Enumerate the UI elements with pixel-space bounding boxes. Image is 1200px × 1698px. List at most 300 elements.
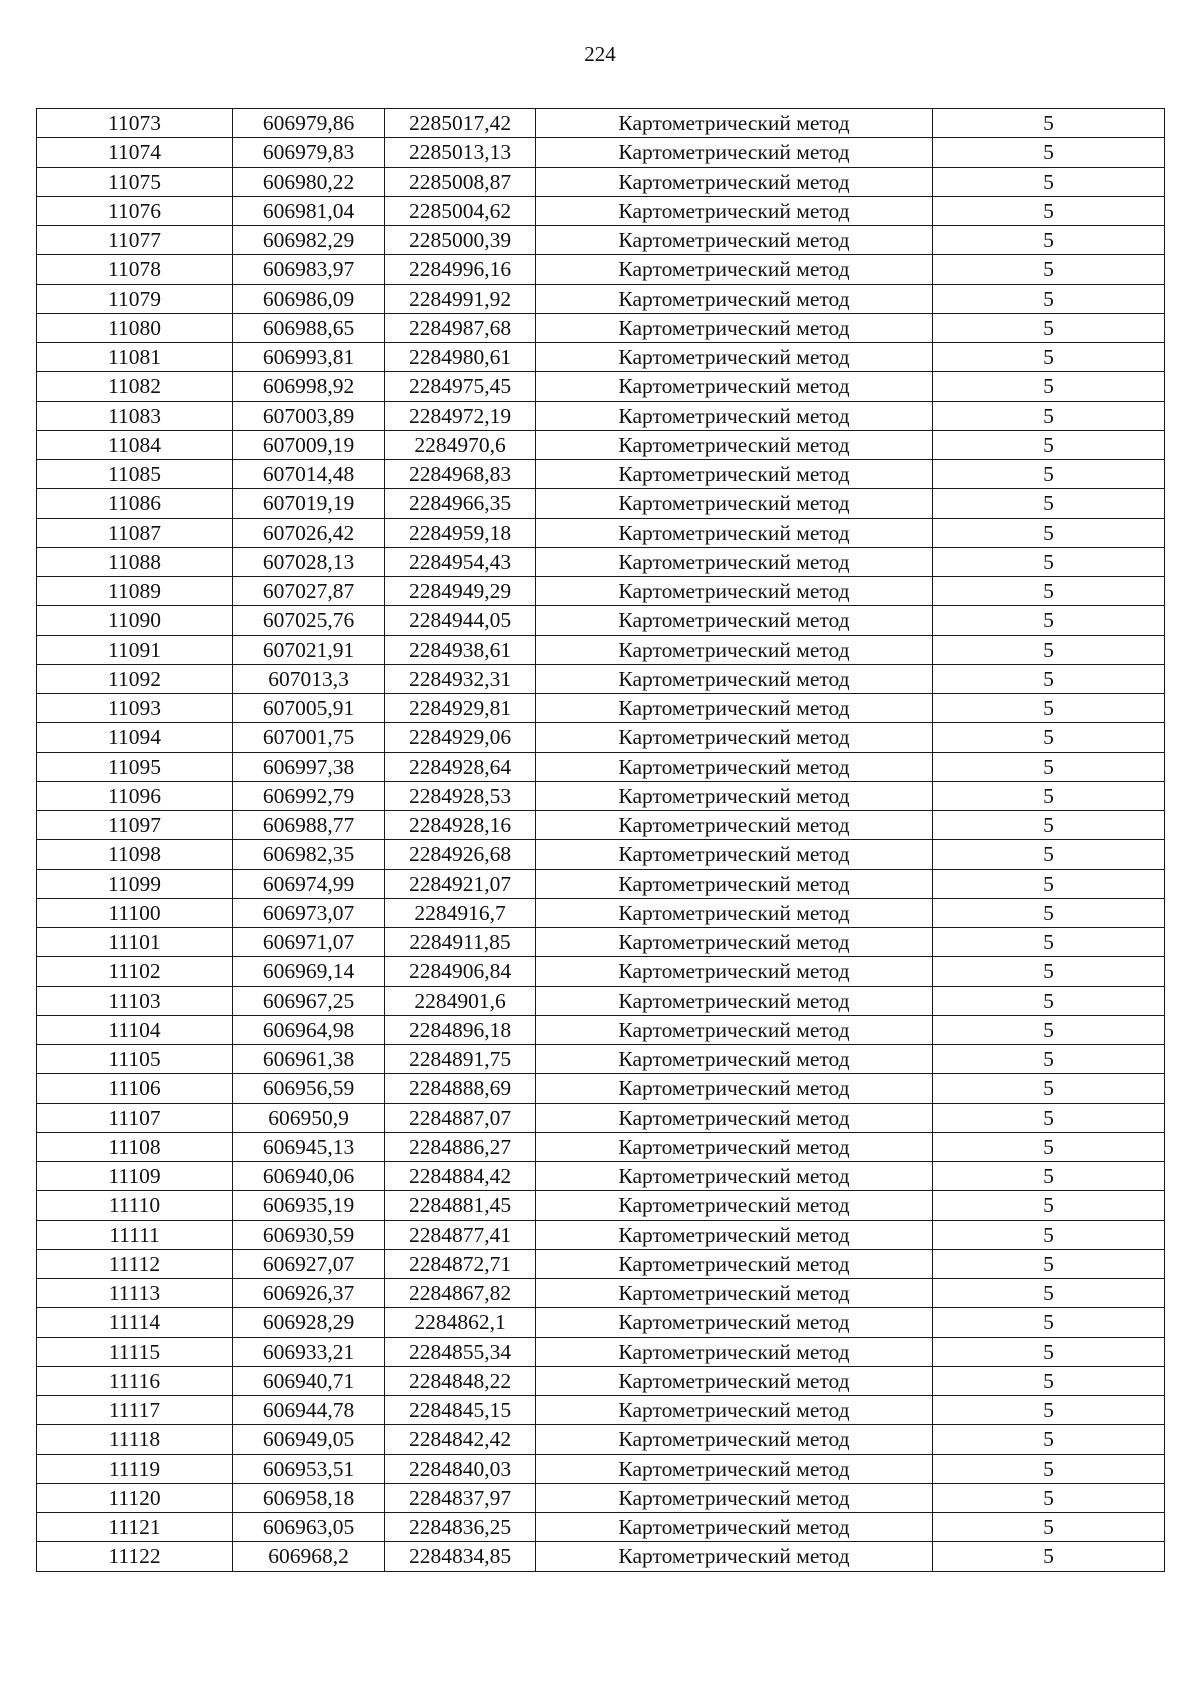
table-row [37, 372, 1165, 401]
table-row [37, 869, 1165, 898]
accuracy-cell: 5 [933, 1396, 1165, 1425]
table-row [37, 781, 1165, 810]
table-row [37, 1425, 1165, 1454]
accuracy-cell: 5 [933, 898, 1165, 927]
y-coordinate-cell: 2284855,34 [385, 1337, 536, 1366]
accuracy-cell: 5 [933, 167, 1165, 196]
table-row [37, 109, 1165, 138]
point-number-cell: 11102 [37, 957, 233, 986]
accuracy-cell: 5 [933, 313, 1165, 342]
point-number-cell: 11075 [37, 167, 233, 196]
point-number-cell: 11082 [37, 372, 233, 401]
table-row [37, 898, 1165, 927]
method-cell: Картометрический метод [536, 284, 933, 313]
accuracy-cell: 5 [933, 255, 1165, 284]
x-coordinate-cell: 606988,77 [233, 811, 385, 840]
table-row [37, 547, 1165, 576]
x-coordinate-cell: 606940,71 [233, 1366, 385, 1395]
table-row [37, 343, 1165, 372]
point-number-cell: 11099 [37, 869, 233, 898]
x-coordinate-cell: 606992,79 [233, 781, 385, 810]
accuracy-cell: 5 [933, 138, 1165, 167]
table-row [37, 1220, 1165, 1249]
accuracy-cell: 5 [933, 1103, 1165, 1132]
x-coordinate-cell: 606979,83 [233, 138, 385, 167]
y-coordinate-cell: 2284929,06 [385, 723, 536, 752]
method-cell: Картометрический метод [536, 635, 933, 664]
point-number-cell: 11083 [37, 401, 233, 430]
point-number-cell: 11090 [37, 606, 233, 635]
accuracy-cell: 5 [933, 460, 1165, 489]
table-row [37, 1015, 1165, 1044]
point-number-cell: 11088 [37, 547, 233, 576]
method-cell: Картометрический метод [536, 196, 933, 225]
y-coordinate-cell: 2284916,7 [385, 898, 536, 927]
table-row [37, 1103, 1165, 1132]
y-coordinate-cell: 2284848,22 [385, 1366, 536, 1395]
table-row [37, 1542, 1165, 1571]
table-row [37, 986, 1165, 1015]
accuracy-cell: 5 [933, 1542, 1165, 1571]
method-cell: Картометрический метод [536, 1015, 933, 1044]
y-coordinate-cell: 2284845,15 [385, 1396, 536, 1425]
accuracy-cell: 5 [933, 401, 1165, 430]
accuracy-cell: 5 [933, 723, 1165, 752]
method-cell: Картометрический метод [536, 1191, 933, 1220]
table-row [37, 1337, 1165, 1366]
x-coordinate-cell: 606974,99 [233, 869, 385, 898]
y-coordinate-cell: 2284929,81 [385, 694, 536, 723]
method-cell: Картометрический метод [536, 109, 933, 138]
method-cell: Картометрический метод [536, 372, 933, 401]
accuracy-cell: 5 [933, 1279, 1165, 1308]
method-cell: Картометрический метод [536, 752, 933, 781]
accuracy-cell: 5 [933, 343, 1165, 372]
x-coordinate-cell: 606940,06 [233, 1162, 385, 1191]
x-coordinate-cell: 606971,07 [233, 928, 385, 957]
point-number-cell: 11074 [37, 138, 233, 167]
y-coordinate-cell: 2284980,61 [385, 343, 536, 372]
point-number-cell: 11079 [37, 284, 233, 313]
y-coordinate-cell: 2284862,1 [385, 1308, 536, 1337]
y-coordinate-cell: 2284944,05 [385, 606, 536, 635]
table-row [37, 635, 1165, 664]
accuracy-cell: 5 [933, 1483, 1165, 1512]
method-cell: Картометрический метод [536, 986, 933, 1015]
method-cell: Картометрический метод [536, 138, 933, 167]
accuracy-cell: 5 [933, 1308, 1165, 1337]
x-coordinate-cell: 607021,91 [233, 635, 385, 664]
point-number-cell: 11116 [37, 1366, 233, 1395]
x-coordinate-cell: 606988,65 [233, 313, 385, 342]
method-cell: Картометрический метод [536, 460, 933, 489]
point-number-cell: 11095 [37, 752, 233, 781]
table-row [37, 167, 1165, 196]
table-row [37, 518, 1165, 547]
y-coordinate-cell: 2284996,16 [385, 255, 536, 284]
y-coordinate-cell: 2284928,64 [385, 752, 536, 781]
y-coordinate-cell: 2284991,92 [385, 284, 536, 313]
x-coordinate-cell: 606963,05 [233, 1513, 385, 1542]
method-cell: Картометрический метод [536, 1103, 933, 1132]
table-row [37, 1483, 1165, 1512]
x-coordinate-cell: 606953,51 [233, 1454, 385, 1483]
y-coordinate-cell: 2284911,85 [385, 928, 536, 957]
method-cell: Картометрический метод [536, 1337, 933, 1366]
table-row [37, 694, 1165, 723]
point-number-cell: 11084 [37, 430, 233, 459]
point-number-cell: 11109 [37, 1162, 233, 1191]
table-row [37, 928, 1165, 957]
x-coordinate-cell: 607005,91 [233, 694, 385, 723]
method-cell: Картометрический метод [536, 518, 933, 547]
accuracy-cell: 5 [933, 928, 1165, 957]
accuracy-cell: 5 [933, 430, 1165, 459]
method-cell: Картометрический метод [536, 401, 933, 430]
table-row [37, 226, 1165, 255]
x-coordinate-cell: 606927,07 [233, 1249, 385, 1278]
method-cell: Картометрический метод [536, 547, 933, 576]
point-number-cell: 11122 [37, 1542, 233, 1571]
accuracy-cell: 5 [933, 1425, 1165, 1454]
table-row [37, 811, 1165, 840]
method-cell: Картометрический метод [536, 1249, 933, 1278]
x-coordinate-cell: 606998,92 [233, 372, 385, 401]
table-row [37, 1074, 1165, 1103]
y-coordinate-cell: 2284975,45 [385, 372, 536, 401]
accuracy-cell: 5 [933, 1366, 1165, 1395]
x-coordinate-cell: 606926,37 [233, 1279, 385, 1308]
point-number-cell: 11118 [37, 1425, 233, 1454]
table-row [37, 723, 1165, 752]
accuracy-cell: 5 [933, 986, 1165, 1015]
y-coordinate-cell: 2284949,29 [385, 577, 536, 606]
x-coordinate-cell: 607003,89 [233, 401, 385, 430]
accuracy-cell: 5 [933, 547, 1165, 576]
coordinates-table [36, 108, 1165, 1572]
y-coordinate-cell: 2284887,07 [385, 1103, 536, 1132]
point-number-cell: 11112 [37, 1249, 233, 1278]
x-coordinate-cell: 607013,3 [233, 664, 385, 693]
x-coordinate-cell: 606944,78 [233, 1396, 385, 1425]
method-cell: Картометрический метод [536, 1162, 933, 1191]
coordinates-table-body [37, 109, 1165, 1572]
accuracy-cell: 5 [933, 1162, 1165, 1191]
method-cell: Картометрический метод [536, 1220, 933, 1249]
y-coordinate-cell: 2285017,42 [385, 109, 536, 138]
y-coordinate-cell: 2284928,16 [385, 811, 536, 840]
x-coordinate-cell: 606961,38 [233, 1045, 385, 1074]
y-coordinate-cell: 2284881,45 [385, 1191, 536, 1220]
point-number-cell: 11103 [37, 986, 233, 1015]
table-row [37, 196, 1165, 225]
x-coordinate-cell: 606973,07 [233, 898, 385, 927]
x-coordinate-cell: 607009,19 [233, 430, 385, 459]
accuracy-cell: 5 [933, 1513, 1165, 1542]
y-coordinate-cell: 2284959,18 [385, 518, 536, 547]
method-cell: Картометрический метод [536, 1279, 933, 1308]
point-number-cell: 11076 [37, 196, 233, 225]
y-coordinate-cell: 2284886,27 [385, 1132, 536, 1161]
table-row [37, 1454, 1165, 1483]
method-cell: Картометрический метод [536, 313, 933, 342]
accuracy-cell: 5 [933, 752, 1165, 781]
point-number-cell: 11087 [37, 518, 233, 547]
x-coordinate-cell: 606935,19 [233, 1191, 385, 1220]
accuracy-cell: 5 [933, 577, 1165, 606]
x-coordinate-cell: 606997,38 [233, 752, 385, 781]
accuracy-cell: 5 [933, 1074, 1165, 1103]
y-coordinate-cell: 2285004,62 [385, 196, 536, 225]
y-coordinate-cell: 2284926,68 [385, 840, 536, 869]
method-cell: Картометрический метод [536, 694, 933, 723]
table-row [37, 1249, 1165, 1278]
y-coordinate-cell: 2284906,84 [385, 957, 536, 986]
table-row [37, 138, 1165, 167]
table-row [37, 1191, 1165, 1220]
point-number-cell: 11117 [37, 1396, 233, 1425]
x-coordinate-cell: 606930,59 [233, 1220, 385, 1249]
table-row [37, 957, 1165, 986]
y-coordinate-cell: 2284837,97 [385, 1483, 536, 1512]
accuracy-cell: 5 [933, 372, 1165, 401]
point-number-cell: 11098 [37, 840, 233, 869]
table-row [37, 430, 1165, 459]
y-coordinate-cell: 2284840,03 [385, 1454, 536, 1483]
point-number-cell: 11121 [37, 1513, 233, 1542]
point-number-cell: 11106 [37, 1074, 233, 1103]
method-cell: Картометрический метод [536, 1074, 933, 1103]
method-cell: Картометрический метод [536, 811, 933, 840]
method-cell: Картометрический метод [536, 255, 933, 284]
accuracy-cell: 5 [933, 694, 1165, 723]
method-cell: Картометрический метод [536, 489, 933, 518]
y-coordinate-cell: 2284888,69 [385, 1074, 536, 1103]
table-row [37, 1396, 1165, 1425]
y-coordinate-cell: 2284891,75 [385, 1045, 536, 1074]
point-number-cell: 11105 [37, 1045, 233, 1074]
accuracy-cell: 5 [933, 284, 1165, 313]
accuracy-cell: 5 [933, 518, 1165, 547]
y-coordinate-cell: 2285008,87 [385, 167, 536, 196]
x-coordinate-cell: 606945,13 [233, 1132, 385, 1161]
x-coordinate-cell: 607014,48 [233, 460, 385, 489]
method-cell: Картометрический метод [536, 1425, 933, 1454]
method-cell: Картометрический метод [536, 840, 933, 869]
point-number-cell: 11100 [37, 898, 233, 927]
x-coordinate-cell: 606982,29 [233, 226, 385, 255]
table-row [37, 1279, 1165, 1308]
accuracy-cell: 5 [933, 109, 1165, 138]
point-number-cell: 11077 [37, 226, 233, 255]
y-coordinate-cell: 2284938,61 [385, 635, 536, 664]
method-cell: Картометрический метод [536, 898, 933, 927]
table-row [37, 255, 1165, 284]
x-coordinate-cell: 607019,19 [233, 489, 385, 518]
method-cell: Картометрический метод [536, 664, 933, 693]
accuracy-cell: 5 [933, 635, 1165, 664]
point-number-cell: 11114 [37, 1308, 233, 1337]
y-coordinate-cell: 2284877,41 [385, 1220, 536, 1249]
method-cell: Картометрический метод [536, 1308, 933, 1337]
y-coordinate-cell: 2285013,13 [385, 138, 536, 167]
accuracy-cell: 5 [933, 869, 1165, 898]
y-coordinate-cell: 2284884,42 [385, 1162, 536, 1191]
method-cell: Картометрический метод [536, 606, 933, 635]
table-row [37, 840, 1165, 869]
x-coordinate-cell: 607028,13 [233, 547, 385, 576]
accuracy-cell: 5 [933, 1337, 1165, 1366]
point-number-cell: 11113 [37, 1279, 233, 1308]
x-coordinate-cell: 606983,97 [233, 255, 385, 284]
point-number-cell: 11094 [37, 723, 233, 752]
x-coordinate-cell: 607025,76 [233, 606, 385, 635]
point-number-cell: 11086 [37, 489, 233, 518]
table-row [37, 489, 1165, 518]
x-coordinate-cell: 606981,04 [233, 196, 385, 225]
x-coordinate-cell: 606958,18 [233, 1483, 385, 1512]
point-number-cell: 11115 [37, 1337, 233, 1366]
method-cell: Картометрический метод [536, 1132, 933, 1161]
y-coordinate-cell: 2284834,85 [385, 1542, 536, 1571]
point-number-cell: 11089 [37, 577, 233, 606]
point-number-cell: 11092 [37, 664, 233, 693]
table-row [37, 606, 1165, 635]
x-coordinate-cell: 606986,09 [233, 284, 385, 313]
accuracy-cell: 5 [933, 840, 1165, 869]
method-cell: Картометрический метод [536, 167, 933, 196]
accuracy-cell: 5 [933, 781, 1165, 810]
x-coordinate-cell: 606993,81 [233, 343, 385, 372]
table-row [37, 752, 1165, 781]
y-coordinate-cell: 2284901,6 [385, 986, 536, 1015]
accuracy-cell: 5 [933, 196, 1165, 225]
y-coordinate-cell: 2284836,25 [385, 1513, 536, 1542]
table-row [37, 1366, 1165, 1395]
point-number-cell: 11081 [37, 343, 233, 372]
x-coordinate-cell: 606982,35 [233, 840, 385, 869]
y-coordinate-cell: 2284932,31 [385, 664, 536, 693]
accuracy-cell: 5 [933, 1045, 1165, 1074]
accuracy-cell: 5 [933, 489, 1165, 518]
table-row [37, 577, 1165, 606]
x-coordinate-cell: 606967,25 [233, 986, 385, 1015]
method-cell: Картометрический метод [536, 430, 933, 459]
point-number-cell: 11119 [37, 1454, 233, 1483]
y-coordinate-cell: 2285000,39 [385, 226, 536, 255]
y-coordinate-cell: 2284928,53 [385, 781, 536, 810]
table-row [37, 460, 1165, 489]
accuracy-cell: 5 [933, 957, 1165, 986]
point-number-cell: 11110 [37, 1191, 233, 1220]
table-row [37, 313, 1165, 342]
method-cell: Картометрический метод [536, 869, 933, 898]
point-number-cell: 11101 [37, 928, 233, 957]
table-row [37, 1132, 1165, 1161]
x-coordinate-cell: 606928,29 [233, 1308, 385, 1337]
method-cell: Картометрический метод [536, 1396, 933, 1425]
accuracy-cell: 5 [933, 1454, 1165, 1483]
table-row [37, 1513, 1165, 1542]
x-coordinate-cell: 606949,05 [233, 1425, 385, 1454]
table-row [37, 284, 1165, 313]
point-number-cell: 11104 [37, 1015, 233, 1044]
accuracy-cell: 5 [933, 664, 1165, 693]
point-number-cell: 11080 [37, 313, 233, 342]
method-cell: Картометрический метод [536, 1366, 933, 1395]
x-coordinate-cell: 606933,21 [233, 1337, 385, 1366]
point-number-cell: 11093 [37, 694, 233, 723]
method-cell: Картометрический метод [536, 1483, 933, 1512]
accuracy-cell: 5 [933, 1132, 1165, 1161]
y-coordinate-cell: 2284968,83 [385, 460, 536, 489]
method-cell: Картометрический метод [536, 928, 933, 957]
y-coordinate-cell: 2284872,71 [385, 1249, 536, 1278]
table-row [37, 1045, 1165, 1074]
x-coordinate-cell: 606968,2 [233, 1542, 385, 1571]
table-row [37, 664, 1165, 693]
table-row [37, 1308, 1165, 1337]
point-number-cell: 11073 [37, 109, 233, 138]
accuracy-cell: 5 [933, 1220, 1165, 1249]
point-number-cell: 11091 [37, 635, 233, 664]
y-coordinate-cell: 2284987,68 [385, 313, 536, 342]
method-cell: Картометрический метод [536, 343, 933, 372]
point-number-cell: 11078 [37, 255, 233, 284]
method-cell: Картометрический метод [536, 226, 933, 255]
accuracy-cell: 5 [933, 1191, 1165, 1220]
x-coordinate-cell: 606956,59 [233, 1074, 385, 1103]
page-number: 224 [584, 42, 616, 66]
y-coordinate-cell: 2284921,07 [385, 869, 536, 898]
table-row [37, 1162, 1165, 1191]
accuracy-cell: 5 [933, 1249, 1165, 1278]
point-number-cell: 11096 [37, 781, 233, 810]
method-cell: Картометрический метод [536, 723, 933, 752]
method-cell: Картометрический метод [536, 781, 933, 810]
point-number-cell: 11108 [37, 1132, 233, 1161]
point-number-cell: 11120 [37, 1483, 233, 1512]
x-coordinate-cell: 606964,98 [233, 1015, 385, 1044]
accuracy-cell: 5 [933, 1015, 1165, 1044]
x-coordinate-cell: 606969,14 [233, 957, 385, 986]
y-coordinate-cell: 2284842,42 [385, 1425, 536, 1454]
method-cell: Картометрический метод [536, 957, 933, 986]
x-coordinate-cell: 606979,86 [233, 109, 385, 138]
y-coordinate-cell: 2284896,18 [385, 1015, 536, 1044]
y-coordinate-cell: 2284972,19 [385, 401, 536, 430]
point-number-cell: 11111 [37, 1220, 233, 1249]
accuracy-cell: 5 [933, 811, 1165, 840]
y-coordinate-cell: 2284970,6 [385, 430, 536, 459]
point-number-cell: 11107 [37, 1103, 233, 1132]
accuracy-cell: 5 [933, 226, 1165, 255]
x-coordinate-cell: 607001,75 [233, 723, 385, 752]
accuracy-cell: 5 [933, 606, 1165, 635]
point-number-cell: 11085 [37, 460, 233, 489]
point-number-cell: 11097 [37, 811, 233, 840]
x-coordinate-cell: 607026,42 [233, 518, 385, 547]
y-coordinate-cell: 2284966,35 [385, 489, 536, 518]
x-coordinate-cell: 607027,87 [233, 577, 385, 606]
y-coordinate-cell: 2284954,43 [385, 547, 536, 576]
method-cell: Картометрический метод [536, 1045, 933, 1074]
method-cell: Картометрический метод [536, 1454, 933, 1483]
x-coordinate-cell: 606950,9 [233, 1103, 385, 1132]
method-cell: Картометрический метод [536, 577, 933, 606]
method-cell: Картометрический метод [536, 1542, 933, 1571]
y-coordinate-cell: 2284867,82 [385, 1279, 536, 1308]
